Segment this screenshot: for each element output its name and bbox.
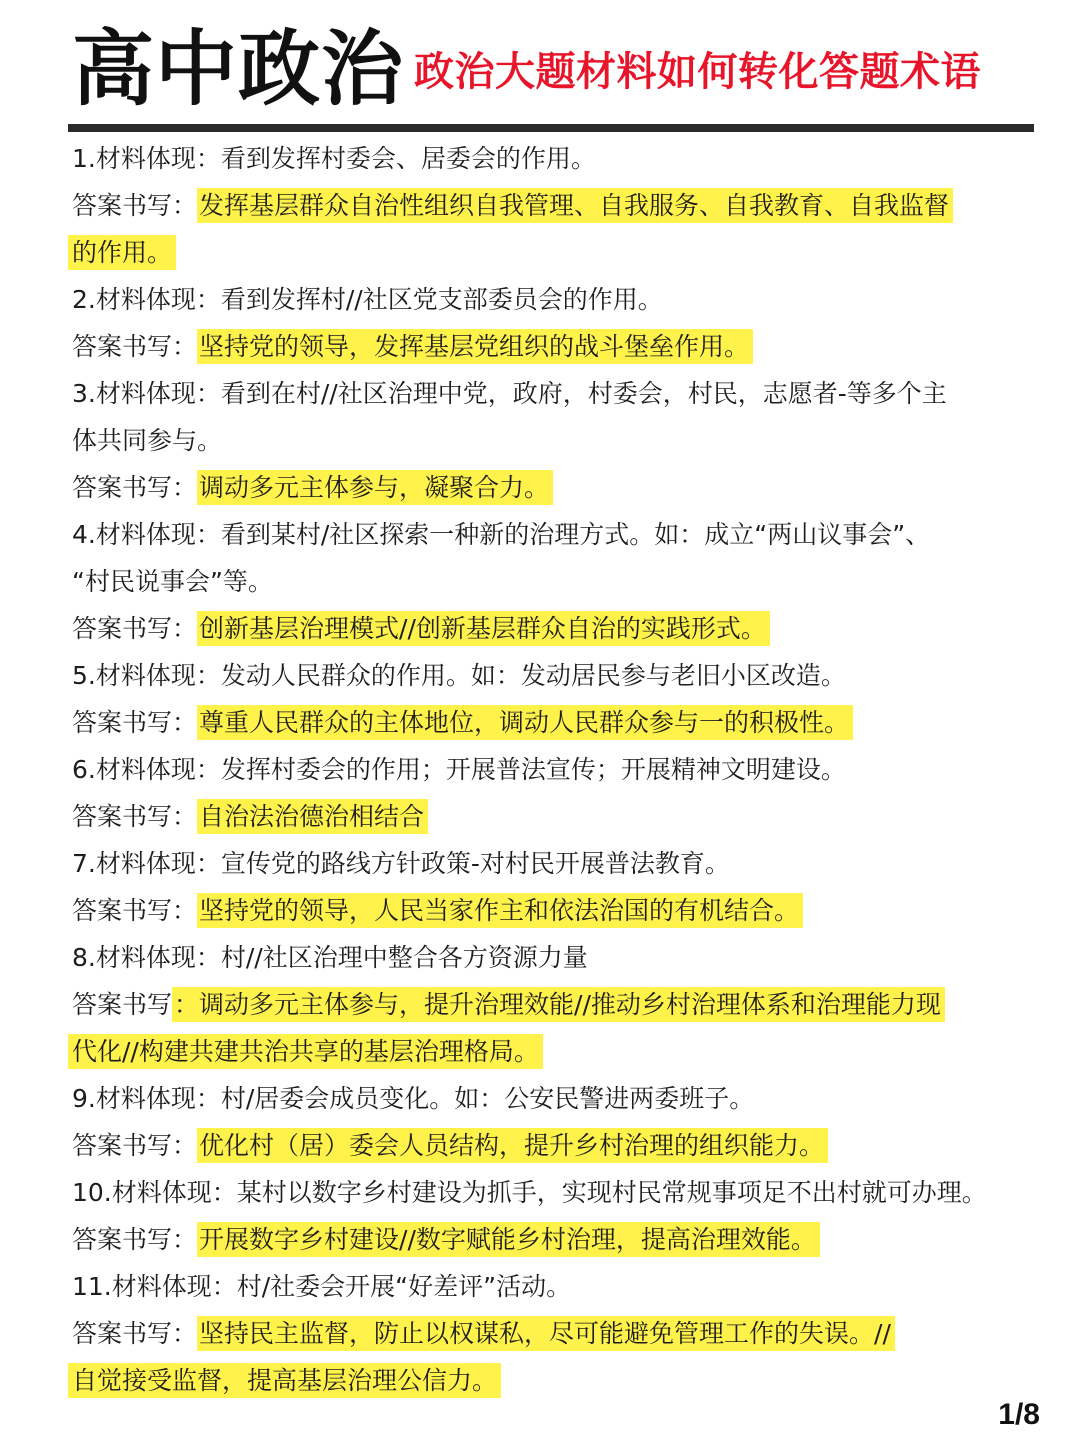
line-text: 答案书写：: [72, 191, 198, 220]
content-line: [72, 840, 1022, 887]
line-text: 答案书写：: [72, 614, 198, 643]
content-line: [72, 699, 1022, 746]
highlighted-answer: 的作用。: [68, 235, 176, 270]
line-text: 答案书写：: [72, 1131, 198, 1160]
content-line: [72, 558, 1022, 605]
content-line: [72, 1263, 1022, 1310]
highlighted-answer: 自治法治德治相结合: [197, 799, 428, 834]
line-text: 2.材料体现：看到发挥村//社区党支部委员会的作用。: [72, 285, 663, 314]
content-line: [72, 1122, 1022, 1169]
line-text: 4.材料体现：看到某村/社区探索一种新的治理方式。如：成立“两山议事会”、: [72, 520, 931, 549]
content-line: [72, 229, 1022, 276]
line-text: 答案书写：: [72, 802, 198, 831]
content-line: [72, 511, 1022, 558]
content-line: [72, 1169, 1022, 1216]
highlighted-answer: 坚持党的领导，人民当家作主和依法治国的有机结合。: [197, 893, 803, 928]
content-line: [72, 1028, 1022, 1075]
line-text: 答案书写：: [72, 896, 198, 925]
line-text: 体共同参与。: [72, 426, 223, 455]
highlighted-answer: 调动多元主体参与，凝聚合力。: [197, 470, 553, 505]
line-text: 5.材料体现：发动人民群众的作用。如：发动居民参与老旧小区改造。: [72, 661, 846, 690]
line-text: 1.材料体现：看到发挥村委会、居委会的作用。: [72, 144, 596, 173]
content-line: [72, 182, 1022, 229]
line-text: 答案书写：: [72, 1225, 198, 1254]
line-text: 10.材料体现：某村以数字乡村建设为抓手，实现村民常规事项足不出村就可办理。: [72, 1178, 987, 1207]
line-text: 11.材料体现：村/社委会开展“好差评”活动。: [72, 1272, 572, 1301]
highlighted-answer: 优化村（居）委会人员结构，提升乡村治理的组织能力。: [197, 1128, 828, 1163]
content-line: [72, 370, 1022, 417]
content-line: [72, 1216, 1022, 1263]
line-text: 3.材料体现：看到在村//社区治理中党，政府，村委会，村民，志愿者-等多个主: [72, 379, 947, 408]
content-line: [72, 323, 1022, 370]
content-line: [72, 276, 1022, 323]
line-text: 答案书写：: [72, 708, 198, 737]
content-line: [72, 135, 1022, 182]
highlighted-answer: 自觉接受监督，提高基层治理公信力。: [68, 1363, 501, 1398]
content-line: [72, 652, 1022, 699]
highlighted-answer: 坚持民主监督，防止以权谋私，尽可能避免管理工作的失误。//: [197, 1316, 895, 1351]
highlighted-answer: 发挥基层群众自治性组织自我管理、自我服务、自我教育、自我监督: [197, 188, 953, 223]
highlighted-answer: 坚持党的领导，发挥基层党组织的战斗堡垒作用。: [197, 329, 753, 364]
content-list: [72, 135, 1022, 1404]
content-line: [72, 887, 1022, 934]
content-line: [72, 934, 1022, 981]
content-line: [72, 981, 1022, 1028]
highlighted-answer: 开展数字乡村建设//数字赋能乡村治理，提高治理效能。: [197, 1222, 820, 1257]
line-text: 答案书写：: [72, 1319, 198, 1348]
header-divider: [68, 124, 1034, 132]
highlighted-answer: ：调动多元主体参与，提升治理效能//推动乡村治理体系和治理能力现: [172, 987, 945, 1022]
content-line: [72, 746, 1022, 793]
highlighted-answer: 代化//构建共建共治共享的基层治理格局。: [68, 1034, 543, 1069]
content-line: [72, 417, 1022, 464]
line-text: 8.材料体现：村//社区治理中整合各方资源力量: [72, 943, 588, 972]
highlighted-answer: 尊重人民群众的主体地位，调动人民群众参与一的积极性。: [197, 705, 853, 740]
page-number: 1/8: [998, 1398, 1040, 1431]
line-text: 答案书写：: [72, 473, 198, 502]
content-line: [72, 1357, 1022, 1404]
line-text: 9.材料体现：村/居委会成员变化。如：公安民警进两委班子。: [72, 1084, 755, 1113]
page-header: [0, 0, 1080, 140]
line-text: 7.材料体现：宣传党的路线方针政策-对村民开展普法教育。: [72, 849, 730, 878]
highlighted-answer: 创新基层治理模式//创新基层群众自治的实践形式。: [197, 611, 770, 646]
line-text: “村民说事会”等。: [72, 567, 273, 596]
content-line: [72, 1075, 1022, 1122]
page-title: 高中政治: [72, 22, 405, 117]
page-subtitle: 政治大题材料如何转化答题术语: [414, 49, 981, 95]
content-line: [72, 793, 1022, 840]
content-line: [72, 605, 1022, 652]
line-text: 答案书写：: [72, 332, 198, 361]
content-line: [72, 464, 1022, 511]
line-text: 答案书写: [72, 990, 173, 1019]
line-text: 6.材料体现：发挥村委会的作用；开展普法宣传；开展精神文明建设。: [72, 755, 846, 784]
content-line: [72, 1310, 1022, 1357]
